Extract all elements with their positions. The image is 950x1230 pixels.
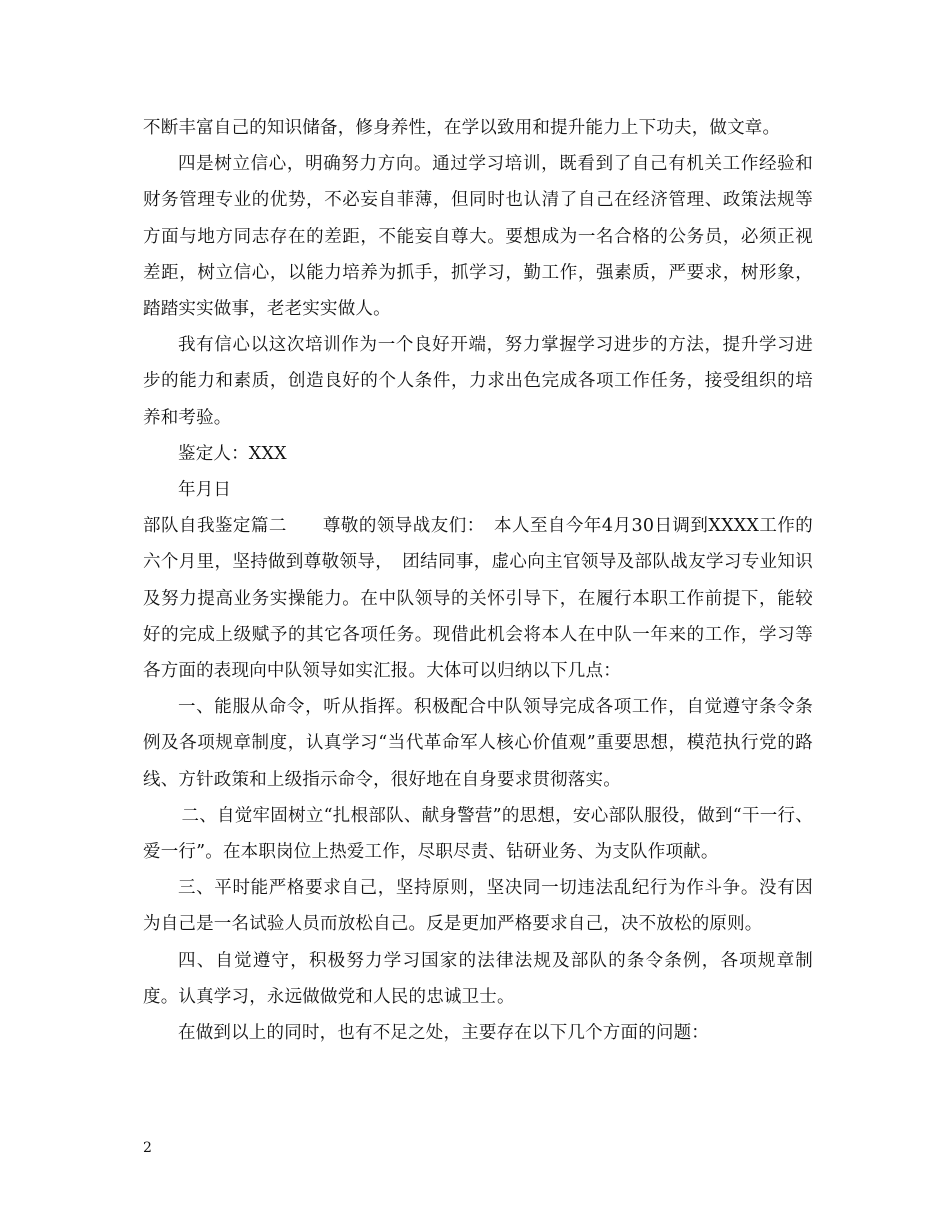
point-four-paragraph: 四、自觉遵守，积极努力学习国家的法律法规及部队的条令条例，各项规章制度。认真学习，永远做做党和人民的忠诚卫士。 (143, 950, 813, 1007)
paragraph-1: 不断丰富自己的知识储备，修身养性，在学以致用和提升能力上下功夫，做文章。 (143, 118, 781, 138)
date-line: 年月日 (178, 480, 232, 501)
shortcomings-paragraph: 在做到以上的同时，也有不足之处，主要存在以下几个方面的问题： (178, 1023, 709, 1044)
appraiser-line: 鉴定人：XXX (178, 443, 287, 464)
section-two-paragraph: 部队自我鉴定篇二 尊敬的领导战友们： 本人至自今年4月30日调到XXXX工作的六个月里，坚持做到尊敬领导， 团结同事，虚心向主官领导及部队战友学习专业知识及努力提高业务实操能力。在中队领导的关怀引导下，在履行本职工作前提下，能较好的完成上级赋予的其它各项任务。现借此机会将本人在中队一年来的工作，学习等各方面的表现向中队领导如实汇报。大体可以归纳以下几点： (143, 516, 813, 682)
point-one-paragraph: 一、能服从命令，听从指挥。积极配合中队领导完成各项工作，自觉遵守条令条例及各项规章制度，认真学习“当代革命军人核心价值观”重要思想，模范执行党的路线、方针政策和上级指示命令，很好地在自身要求贯彻落实。 (143, 697, 813, 790)
paragraph-3: 我有信心以这次培训作为一个良好开端，努力掌握学习进步的方法，提升学习进步的能力和素质，创造良好的个人条件，力求出色完成各项工作任务，接受组织的培养和考验。 (143, 335, 813, 428)
point-three-paragraph: 三、平时能严格要求自己，坚持原则，坚决同一切违法乱纪行为作斗争。没有因为自己是一名试验人员而放松自己。反是更加严格要求自己，决不放松的原则。 (143, 878, 813, 935)
document-body (143, 110, 813, 1051)
paragraph-2: 四是树立信心，明确努力方向。通过学习培训，既看到了自己有机关工作经验和财务管理专业的优势，不必妄自菲薄，但同时也认清了自己在经济管理、政策法规等方面与地方同志存在的差距，不能妄自尊大。要想成为一名合格的公务员，必须正视差距，树立信心，以能力培养为抓手，抓学习，勤工作，强素质，严要求，树形象，踏踏实实做事，老老实实做人。 (143, 154, 813, 320)
point-two-paragraph: 二、自觉牢固树立“扎根部队、献身警营”的思想，安心部队服役，做到“干一行、爱一行”。在本职岗位上热爱工作，尽职尽责、钻研业务、为支队作项献。 (143, 805, 813, 863)
page-number: 2 (143, 1140, 152, 1156)
